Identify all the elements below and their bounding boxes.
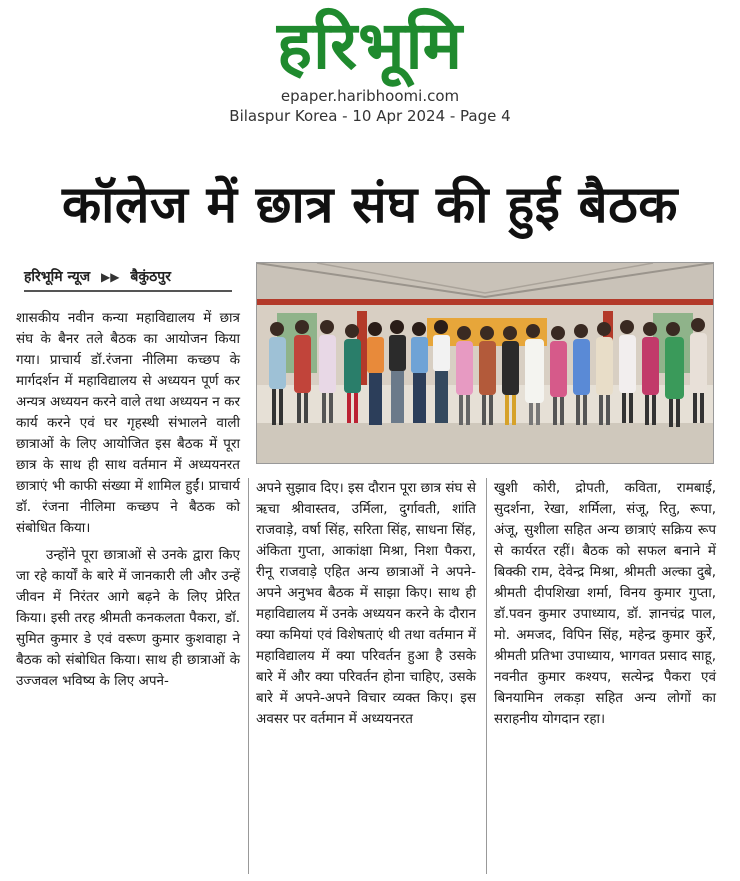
article-column-3: [494, 478, 716, 730]
byline-place: बैकुंठपुर: [130, 269, 171, 285]
edition-info: Bilaspur Korea - 10 Apr 2024 - Page 4: [229, 107, 511, 125]
article-column-2: [256, 478, 476, 730]
article-paragraph: उन्होंने पूरा छात्राओं से उनके द्वारा किए जा रहे कार्यों के बारे में जानकारी ली और उन्हें जीवन में निरंतर आगे बढ़ने के लिए प्रेरित किया। इसी तरह श्रीमती कनकलता पैकरा, डॉ. सुमित कुमार डे एवं वरूण कुमार कुशवाहा ने बैठक को संबोधित किया। साथ ही छात्राओं के उज्जवल भविष्य के लिए अपने-: [16, 547, 240, 689]
play-arrows-icon: ▶▶: [101, 270, 120, 284]
article-paragraph: अपने सुझाव दिए। इस दौरान पूरा छात्र संघ से ऋचा श्रीवास्तव, उर्मिला, दुर्गावती, शांति राजवाड़े, वर्षा सिंह, सरिता सिंह, साधना सिंह, अंकिता गुप्ता, आकांक्षा मिश्रा, निशा पैकरा, रीनू राजवाड़े एहित अन्य छात्राओं ने अपने-अपने अनुभव बैठक में साझा किए। साथ ही महाविद्यालय में उनके अध्ययन करने के दौरान क्या कमियां एवं विशेषताएं थी तथा वर्तमान में महाविद्यालय में क्या परिवर्तन हुआ है उसके बारे में और क्या परिवर्तन होना चाहिए, उसके बारे में अपने-अपने विचार व्यक्त किए। इस अवसर पर वर्तमान में अध्ययनरत: [256, 480, 476, 727]
article-paragraph: खुशी कोरी, द्रोपती, कविता, रामबाई, सुदर्शना, रेखा, शर्मिला, संजू, रितु, रूपा, अंजू, सुशीला सहित अन्य छात्राएं सक्रिय रूप से कार्यरत रहीं। बैठक को सफल बनाने में बिक्की राम, देवेन्द्र मिश्रा, श्रीमती अल्का दुबे, श्रीमती दीपशिखा शर्मा, विनय कुमार गुप्ता, डॉ.पवन कुमार उपाध्याय, डॉ. ज्ञानचंद्र पाल, मो. अमजद, विपिन सिंह, महेन्द्र कुमार कुर्रे, श्रीमती प्रतिभा उपाध्याय, भागवत प्रसाद साहू, नवनीत कुमार कश्यप, सत्येन्द्र पैकरा एवं बिनयामिन लकड़ा सहित अन्य लोगों का सराहनीय योगदान रहा।: [494, 480, 716, 727]
article-paragraph: शासकीय नवीन कन्या महाविद्यालय में छात्र संघ के बैनर तले बैठक का आयोजन किया गया। प्राचार्य डॉ.रंजना नीलिमा कच्छप के मार्गदर्शन में महाविद्यालय से अध्ययन पूर्ण कर अन्यत्र अध्ययन करने वाले तथा अध्ययन न कर कार्य करने एवं घर गृहस्थी संभालने वाली छात्राओं के लिए आयोजित इस बैठक में पूरा छात्र के साथ ही साथ वर्तमान में अध्ययनरत छात्राएं भी काफी संख्या में शामिल हुईं। प्राचार्य डॉ. रंजना नीलिमा कच्छप ने बैठक को संबोधित किया।: [16, 310, 240, 536]
article-photo: [256, 262, 714, 464]
site-url: epaper.haribhoomi.com: [280, 87, 460, 105]
newspaper-logo: हरिभूमि: [276, 7, 464, 84]
article-column-1: [16, 308, 240, 692]
column-divider: [248, 478, 249, 874]
byline: [24, 264, 232, 292]
byline-source: हरिभूमि न्यूज: [24, 269, 91, 285]
group-photo-image: [257, 263, 713, 463]
article-headline: कॉलेज में छात्र संघ की हुई बैठक: [62, 176, 678, 235]
column-divider: [486, 478, 487, 874]
